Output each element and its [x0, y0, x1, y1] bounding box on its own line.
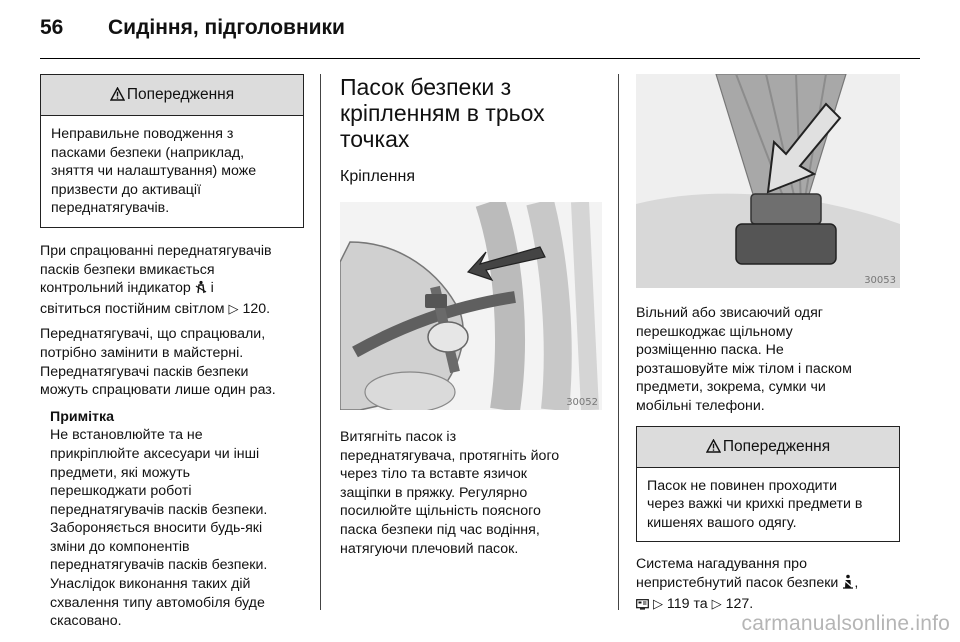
text-line: пасками безпеки (наприклад,: [51, 144, 245, 161]
text-line: перешкоджає щільному: [636, 323, 793, 340]
text-line: Забороняється вносити будь-які: [50, 520, 263, 537]
text-line: скасовано.: [50, 613, 122, 630]
warning-triangle-icon: [110, 77, 125, 117]
warning-title: Попередження: [722, 437, 831, 455]
warning-header: [41, 75, 303, 116]
text-line: зняття чи налаштування) може: [51, 163, 257, 180]
warning-triangle-icon: [706, 429, 721, 469]
pretensioner-indicator-icon: [195, 280, 207, 300]
text-line: Не встановлюйте та не: [50, 427, 203, 444]
header-rule: [40, 58, 920, 59]
section-heading: [340, 74, 602, 152]
figure-code: 30052: [566, 397, 598, 408]
text-line: защіпки в пряжку. Регулярно: [340, 484, 528, 501]
page-reference-arrow-icon[interactable]: ▷: [652, 595, 663, 611]
text-line: зміни до компонентів: [50, 538, 190, 555]
text-line: переднатягувачів пасків безпеки.: [50, 501, 268, 518]
column-divider: [618, 74, 619, 610]
fastening-illustration: [340, 202, 602, 410]
section-subheading: Кріплення: [340, 168, 416, 185]
text-line: переднатягувача, протягніть його: [340, 447, 560, 464]
warning-box: [636, 426, 900, 543]
text-line: Пасок не повинен проходити: [647, 477, 838, 494]
warning-title: Попередження: [126, 86, 235, 103]
text-line: переднатягувачів.: [51, 200, 170, 217]
text-line: натягуючи плечовий пасок.: [340, 540, 519, 557]
text-span: ,: [854, 574, 859, 591]
warning-text: [637, 468, 899, 542]
note-title: Примітка: [50, 408, 114, 425]
clothing-paragraph: [636, 304, 900, 416]
text-line: розташовуйте між тілом і паском: [636, 360, 852, 377]
page-reference-link[interactable]: 120.: [242, 300, 271, 317]
text-line: через тіло та вставте язичок: [340, 466, 527, 483]
seatbelt-reminder-icon: [842, 574, 854, 595]
page-reference-arrow-icon[interactable]: ▷: [711, 595, 722, 611]
warning-box: [40, 74, 304, 228]
text-line: мобільні телефони.: [636, 397, 765, 414]
text-line: предмети, які можуть: [50, 464, 191, 481]
text-line: Пасок безпеки з: [340, 74, 512, 100]
warning-text: [41, 116, 303, 227]
text-line: пасків безпеки вмикається: [40, 261, 215, 278]
text-line: через важкі чи крихкі предмети в: [647, 496, 863, 513]
text-line: Система нагадування про: [636, 556, 807, 573]
text-line: можуть спрацювати лише один раз.: [40, 382, 276, 399]
text-line: розміщенню паска. Не: [636, 342, 784, 359]
text-line: прикріплюйте аксесуари чи інші: [50, 445, 260, 462]
page-header: [40, 16, 345, 40]
text-line: [636, 574, 900, 595]
watermark: carmanualsonline.info: [741, 612, 950, 635]
page-number: 56: [40, 16, 64, 39]
text-line: переднатягувачів пасків безпеки.: [50, 557, 268, 574]
page-title: Сидіння, підголовники: [108, 16, 345, 39]
display-icon: [636, 597, 649, 616]
page-reference-link[interactable]: 119 та: [666, 595, 708, 612]
page-reference-arrow-icon[interactable]: ▷: [228, 300, 239, 316]
warning-header: [637, 427, 899, 468]
text-line: призвести до активації: [51, 181, 202, 198]
text-line: перешкоджати роботі: [50, 483, 192, 500]
text-line: потрібно замінити в майстерні.: [40, 344, 244, 361]
text-line: точках: [340, 126, 410, 152]
text-line: схвалення типу автомобіля буде: [50, 594, 265, 611]
page-reference-link[interactable]: 127.: [725, 595, 754, 612]
column-divider: [320, 74, 321, 610]
text-line: паска безпеки під час водіння,: [340, 521, 540, 538]
text-line: кріпленням в трьох: [340, 100, 545, 126]
reminder-paragraph: [636, 555, 900, 615]
note-block: [40, 408, 304, 631]
text-line: [40, 279, 304, 300]
buckle-illustration: [636, 74, 900, 288]
text-line: кишенях вашого одягу.: [647, 514, 797, 531]
figure-code: 30053: [864, 275, 896, 286]
text-line: Унаслідок виконання таких дій: [50, 576, 251, 593]
text-line: Переднатягувачі, що спрацювали,: [40, 326, 266, 343]
text-line: Переднатягувачі пасків безпеки: [40, 363, 249, 380]
text-span: світиться постійним світлом: [40, 300, 225, 317]
text-span: і: [210, 280, 214, 297]
text-line: [40, 300, 304, 319]
column-right: [636, 74, 900, 615]
text-line: При спрацюванні переднатягувачів: [40, 242, 272, 259]
text-line: Неправильне поводження з: [51, 126, 234, 142]
note-text: [50, 426, 304, 631]
text-span: контрольний індикатор: [40, 280, 191, 297]
text-line: Витягніть пасок із: [340, 429, 457, 445]
replacement-paragraph: [40, 325, 304, 399]
text-line: посилюйте щільність поясного: [340, 503, 541, 520]
pretensioner-paragraph: [40, 242, 304, 318]
text-line: предмети, зокрема, сумки чи: [636, 379, 826, 396]
text-span: непристебнутий пасок безпеки: [636, 574, 839, 591]
column-middle: [340, 74, 602, 558]
fastening-paragraph: [340, 428, 602, 558]
text-line: Вільний або звисаючий одяг: [636, 305, 823, 321]
column-left: [40, 74, 304, 631]
